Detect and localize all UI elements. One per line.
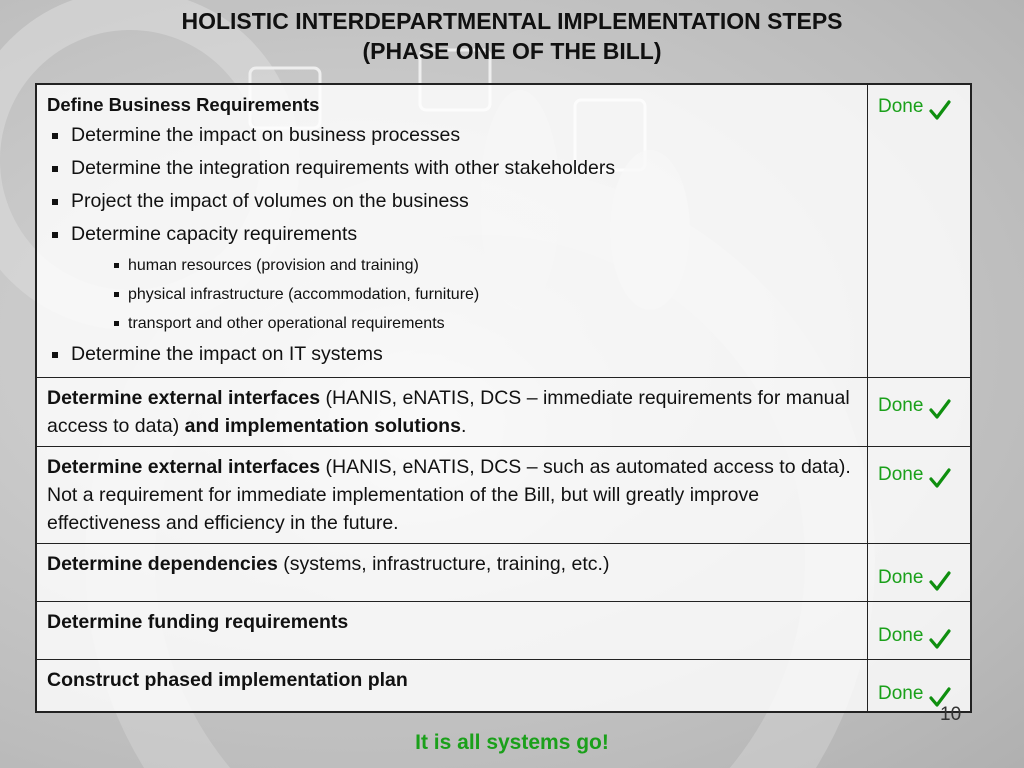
list-item: Determine the impact on IT systems <box>47 338 857 371</box>
status-label: Done <box>878 464 924 485</box>
bullet-list <box>47 119 857 251</box>
status-cell <box>868 378 972 447</box>
table-row <box>36 84 971 378</box>
title-line-1: HOLISTIC INTERDEPARTMENTAL IMPLEMENTATION STEPS <box>181 8 843 34</box>
table-row <box>36 602 971 660</box>
table-row <box>36 544 971 602</box>
task-description: (HANIS, eNATIS, DCS – such as automated access to data). Not a requirement for immediate implementation of the Bill, but will greatly improve effectiveness and efficiency in the future. <box>47 456 851 534</box>
task-cell <box>36 378 868 447</box>
sub-bullet-list <box>47 251 857 338</box>
table-row <box>36 447 971 544</box>
checkmark-icon <box>929 99 951 121</box>
sub-list-item: human resources (provision and training) <box>112 251 857 280</box>
task-heading: Determine funding requirements <box>47 611 349 633</box>
bullet-list <box>47 338 857 371</box>
list-item: Determine the impact on business processes <box>47 119 857 152</box>
table-row <box>36 660 971 713</box>
task-emphasis: and implementation solutions <box>184 415 461 437</box>
list-item: Project the impact of volumes on the business <box>47 185 857 218</box>
task-heading: Determine dependencies <box>47 553 278 575</box>
checkmark-icon <box>929 628 951 650</box>
status-label: Done <box>878 96 924 117</box>
task-heading: Determine external interfaces <box>47 387 321 409</box>
task-cell <box>36 447 868 544</box>
task-description: (systems, infrastructure, training, etc.) <box>277 553 610 575</box>
task-heading: Construct phased implementation plan <box>47 669 408 691</box>
list-item: Determine capacity requirements <box>47 218 857 251</box>
task-cell <box>36 84 868 378</box>
title-line-2: (PHASE ONE OF THE BILL) <box>362 38 662 64</box>
sub-list-item: transport and other operational requirements <box>112 309 857 338</box>
status-label: Done <box>878 683 924 704</box>
sub-list-item: physical infrastructure (accommodation, furniture) <box>112 280 857 309</box>
task-punctuation: . <box>460 415 467 437</box>
page-number: 10 <box>940 704 962 725</box>
status-cell <box>868 602 972 660</box>
task-cell <box>36 602 868 660</box>
checkmark-icon <box>929 467 951 489</box>
task-heading: Define Business Requirements <box>47 94 320 115</box>
task-description: (HANIS, eNATIS, DCS – immediate requirements for manual access to data) <box>47 387 850 437</box>
status-label: Done <box>878 625 924 646</box>
status-label: Done <box>878 395 924 416</box>
checkmark-icon <box>929 398 951 420</box>
status-cell <box>868 544 972 602</box>
task-heading: Determine external interfaces <box>47 456 321 478</box>
table-row <box>36 378 971 447</box>
implementation-steps-table <box>35 83 972 713</box>
footer-tagline: It is all systems go! <box>415 731 609 754</box>
checkmark-icon <box>929 570 951 592</box>
list-item: Determine the integration requirements with other stakeholders <box>47 152 857 185</box>
task-cell <box>36 660 868 713</box>
status-cell <box>868 447 972 544</box>
status-label: Done <box>878 567 924 588</box>
page-title <box>0 6 1024 66</box>
task-cell <box>36 544 868 602</box>
status-cell <box>868 84 972 378</box>
